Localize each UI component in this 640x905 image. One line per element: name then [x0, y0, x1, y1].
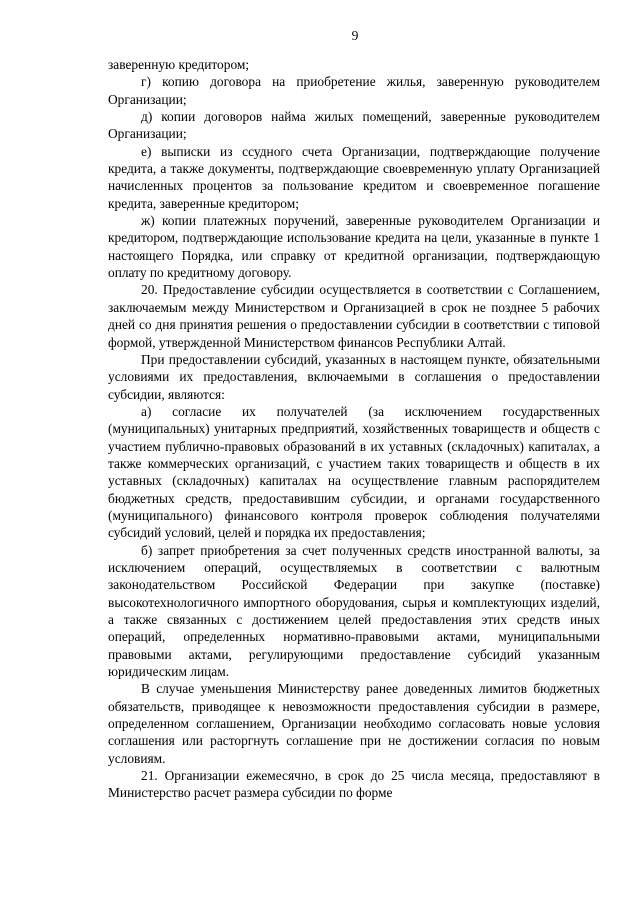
document-paragraph: е) выписки из ссудного счета Организации, подтверждающие получение кредита, а также документы, подтверждающие своевременную уплату Организацией начисленных процентов за пользование кредитом и своевременное погашение кредита, заверенные кредитором; [108, 143, 600, 211]
document-paragraph: При предоставлении субсидий, указанных в настоящем пункте, обязательными условиями их предоставления, включаемыми в соглашения о предоставлении субсидии, являются: [108, 351, 600, 402]
document-paragraph: б) запрет приобретения за счет полученных средств иностранной валюты, за исключением операций, осуществляемых в соответствии с валютным законодательством Российской Федерации при закупке (поставке) высокотехнологичного импортного оборудования, сырья и комплектующих изделий, а также связанных с достижением целей предоставления этих средств иных операций, определенных нормативно-правовыми актами, муниципальными правовыми актами, регулирующими предоставление субсидий указанным юридическим лицам. [108, 542, 600, 680]
document-paragraph: заверенную кредитором; [108, 57, 250, 72]
document-paragraph: д) копии договоров найма жилых помещений, заверенные руководителем Организации; [108, 109, 600, 142]
document-paragraph: а) согласие их получателей (за исключением государственных (муниципальных) унитарных предприятий, хозяйственных товариществ и обществ с участием публично-правовых образований в их уставных (складочных) капиталах, а также коммерческих организаций, с участием таких товариществ и обществ в их уставных (складочных) капиталах на осуществление главным распорядителем бюджетных средств, предоставившим субсидии, и органами государственного (муниципального) финансового контроля проверок соблюдения получателями субсидий условий, целей и порядка их предоставления; [108, 403, 600, 541]
document-paragraph: 21. Организации ежемесячно, в срок до 25 числа месяца, предоставляют в Министерство расчет размера субсидии по форме [108, 768, 600, 801]
document-paragraph: ж) копии платежных поручений, заверенные руководителем Организации и кредитором, подтверждающие использование кредита на цели, указанные в пункте 1 настоящего Порядка, или справку от кредитной организации, подтверждающую оплату по кредитному договору. [108, 213, 600, 281]
document-body [108, 56, 600, 802]
document-paragraph: В случае уменьшения Министерству ранее доведенных лимитов бюджетных обязательств, приводящее к невозможности предоставления субсидии в размере, определенном соглашением, Организации необходимо согласовать новые условия соглашения или расторгнуть соглашение при не достижении согласия по новым условиям. [108, 681, 600, 766]
page-number: 9 [351, 28, 359, 43]
document-paragraph: 20. Предоставление субсидии осуществляется в соответствии с Соглашением, заключаемым между Министерством и Организацией в срок не позднее 5 рабочих дней со дня принятия решения о предоставлении субсидии в соответствии с типовой формой, утвержденной Министерством финансов Республики Алтай. [108, 282, 600, 350]
document-paragraph: г) копию договора на приобретение жилья, заверенную руководителем Организации; [108, 74, 600, 107]
